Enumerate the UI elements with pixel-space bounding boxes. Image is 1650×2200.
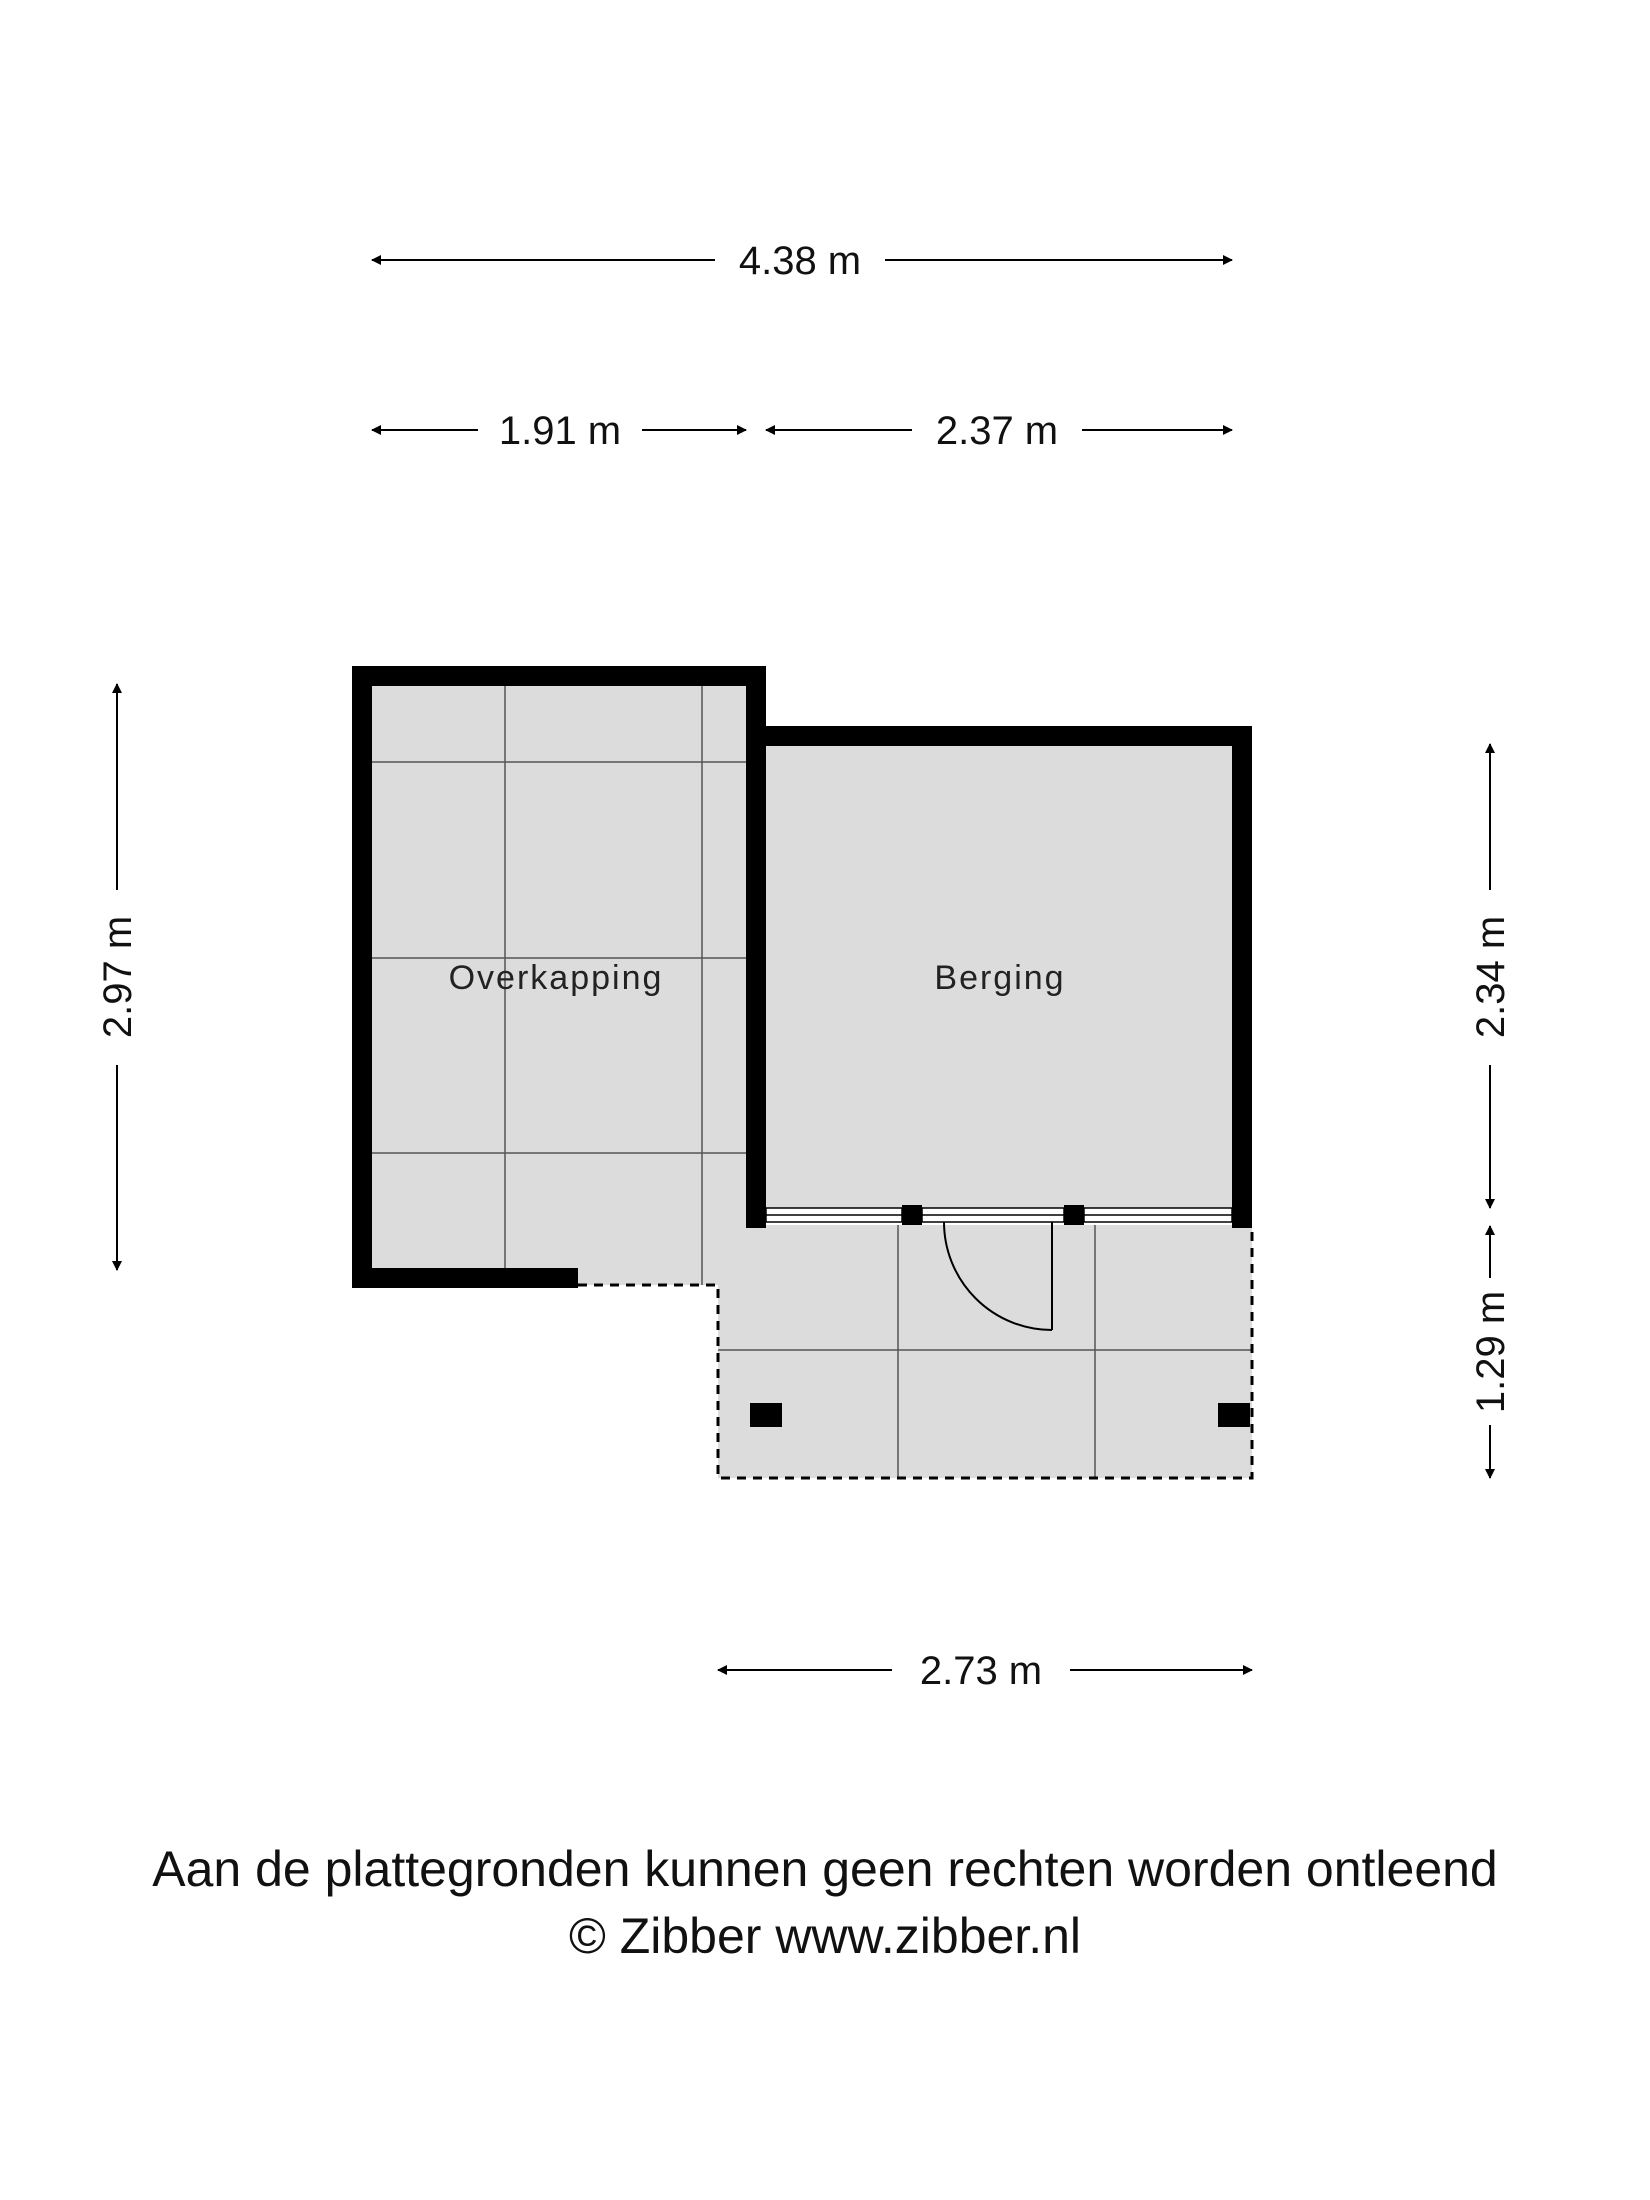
floor-areas — [360, 680, 1252, 1478]
terrace-floor-main — [718, 1225, 1252, 1478]
column — [750, 1403, 782, 1427]
wall-overkapping-top — [352, 666, 766, 686]
dim-overkapping-width: 1.91 m — [498, 409, 622, 453]
disclaimer-text: Aan de plattegronden kunnen geen rechten worden ontleend — [152, 1841, 1498, 1897]
wall-overkapping-left — [352, 666, 372, 1288]
copyright-text: © Zibber www.zibber.nl — [568, 1908, 1082, 1964]
dim-total-width: 4.38 m — [738, 239, 862, 283]
wall-berging-top — [746, 726, 1252, 746]
wall-shared — [746, 666, 766, 1228]
terrace-floor-link — [560, 1235, 720, 1285]
room-label-berging: Berging — [934, 959, 1066, 997]
dim-overkapping-height: 2.97 m — [96, 915, 140, 1039]
post — [746, 1205, 766, 1225]
wall-overkapping-bottom — [352, 1268, 578, 1288]
dim-berging-height: 2.34 m — [1469, 915, 1513, 1039]
post — [1064, 1205, 1084, 1225]
front-glazing — [766, 1208, 1232, 1222]
room-label-overkapping: Overkapping — [448, 959, 664, 997]
dim-terrace-width: 2.73 m — [919, 1649, 1043, 1693]
column — [1218, 1403, 1250, 1427]
post — [902, 1205, 922, 1225]
dim-terrace-depth: 1.29 m — [1469, 1290, 1513, 1414]
post — [1232, 1205, 1252, 1225]
wall-berging-right — [1232, 726, 1252, 1228]
dim-berging-width: 2.37 m — [935, 409, 1059, 453]
